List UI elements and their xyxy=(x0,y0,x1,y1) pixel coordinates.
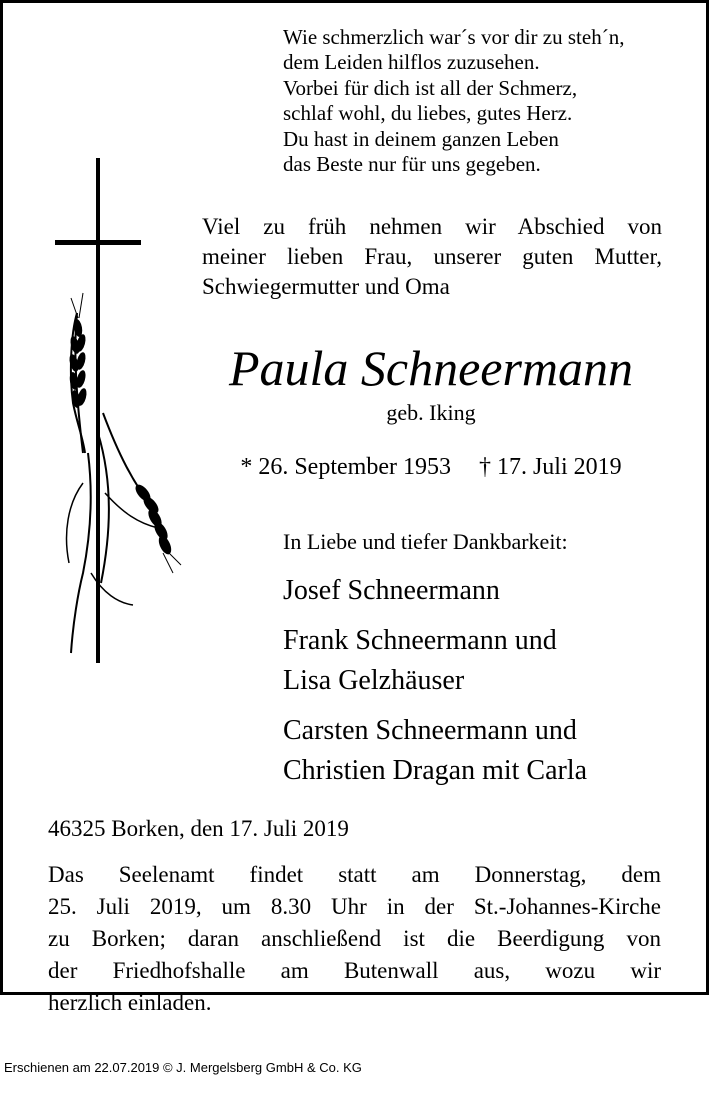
notice-line: 25. Juli 2019, um 8.30 Uhr in der St.-Johannes-Kirche xyxy=(48,894,661,919)
family-member: Carsten Schneermann und xyxy=(283,715,577,746)
death-date: † 17. Juli 2019 xyxy=(478,454,622,480)
notice-line: zu Borken; daran anschließend ist die Beerdigung von xyxy=(48,926,661,951)
poem-line: Du hast in deinem ganzen Leben xyxy=(283,126,559,151)
cross-with-wheat-icon xyxy=(43,153,183,668)
family-member: Lisa Gelzhäuser xyxy=(283,665,465,696)
life-dates xyxy=(205,451,657,483)
deceased-name: Paula Schneermann xyxy=(228,340,634,396)
notice-line: der Friedhofshalle am Butenwall aus, wozu wir xyxy=(48,958,661,983)
notice-line: Das Seelenamt findet statt am Donnerstag, dem xyxy=(48,862,661,887)
family-member: Christien Dragan mit Carla xyxy=(283,755,588,786)
poem-line: Vorbei für dich ist all der Schmerz, xyxy=(283,75,578,100)
poem-line: Wie schmerzlich war´s vor dir zu steh´n, xyxy=(283,25,625,49)
publication-footer: Erschienen am 22.07.2019 © J. Mergelsberg GmbH & Co. KG xyxy=(4,1060,362,1075)
poem xyxy=(283,25,624,177)
intro-line: Viel zu früh nehmen wir Abschied von xyxy=(202,214,662,239)
poem-line: das Beste nur für uns gegeben. xyxy=(283,152,541,177)
maiden-name: geb. Iking xyxy=(386,400,476,425)
notice-line: herzlich einladen. xyxy=(48,990,212,1015)
family-member: Josef Schneermann xyxy=(283,575,500,606)
thanks-line: In Liebe und tiefer Dankbarkeit: xyxy=(283,529,568,554)
family-group-2 xyxy=(283,621,557,701)
family-group-3 xyxy=(283,711,587,791)
funeral-notice xyxy=(48,859,661,1019)
place-date: 46325 Borken, den 17. Juli 2019 xyxy=(48,816,349,841)
family-member: Frank Schneermann und xyxy=(283,625,557,656)
intro-line: Schwiegermutter und Oma xyxy=(202,274,450,299)
birth-date: * 26. September 1953 xyxy=(240,454,451,480)
poem-line: schlaf wohl, du liebes, gutes Herz. xyxy=(283,101,573,126)
intro-line: meiner lieben Frau, unserer guten Mutter, xyxy=(202,244,662,269)
farewell-intro xyxy=(202,212,662,302)
poem-line: dem Leiden hilflos zuzusehen. xyxy=(283,50,540,75)
family-group-1 xyxy=(283,571,500,611)
